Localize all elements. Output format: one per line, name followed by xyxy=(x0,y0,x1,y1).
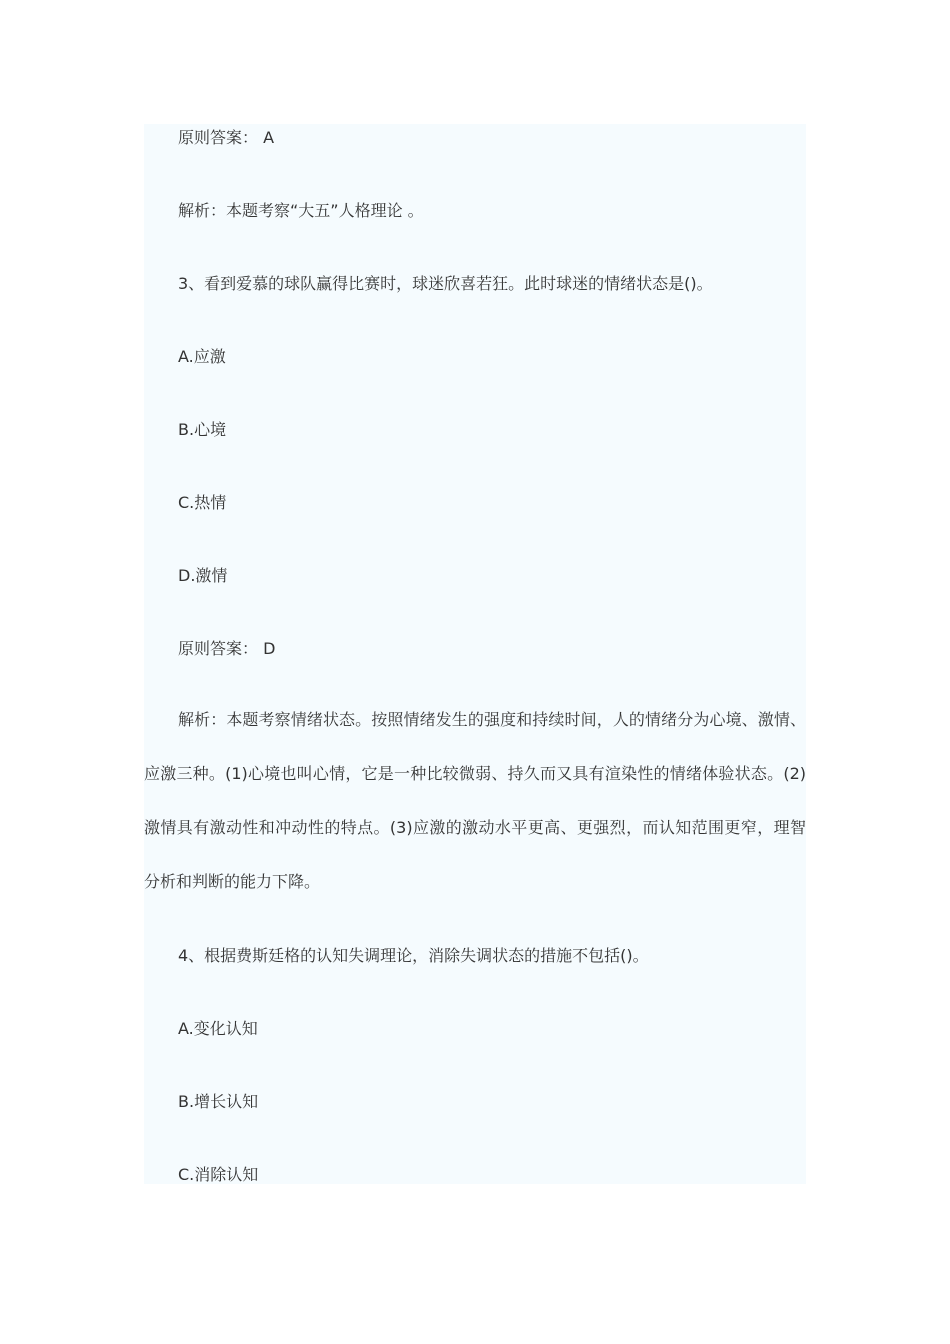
question-3-option-c: C.热情 xyxy=(178,493,227,512)
question-4-option-b: B.增长认知 xyxy=(178,1092,259,1111)
question-3-stem: 3、看到爱慕的球队赢得比赛时，球迷欣喜若狂。此时球迷的情绪状态是()。 xyxy=(178,274,713,293)
explanation-q2: 解析：本题考察“大五”人格理论 。 xyxy=(178,201,424,220)
answer-q3: 原则答案： D xyxy=(178,639,276,658)
question-3-option-b: B.心境 xyxy=(178,420,227,439)
question-4-stem: 4、根据费斯廷格的认知失调理论，消除失调状态的措施不包括()。 xyxy=(178,946,649,965)
question-3-option-a: A.应激 xyxy=(178,347,226,366)
question-3-option-d: D.激情 xyxy=(178,566,228,585)
explanation-q3: 解析：本题考察情绪状态。按照情绪发生的强度和持续时间，人的情绪分为心境、激情、应激三种。(1)心境也叫心情，它是一种比较微弱、持久而又具有渲染性的情绪体验状态。(2)激情具有激动性和冲动性的特点。(3)应激的激动水平更高、更强烈，而认知范围更窄，理智分析和判断的能力下降。 xyxy=(144,710,806,891)
answer-q2: 原则答案： A xyxy=(178,128,275,147)
question-4-option-a: A.变化认知 xyxy=(178,1019,258,1038)
question-4-option-c: C.消除认知 xyxy=(178,1165,259,1184)
